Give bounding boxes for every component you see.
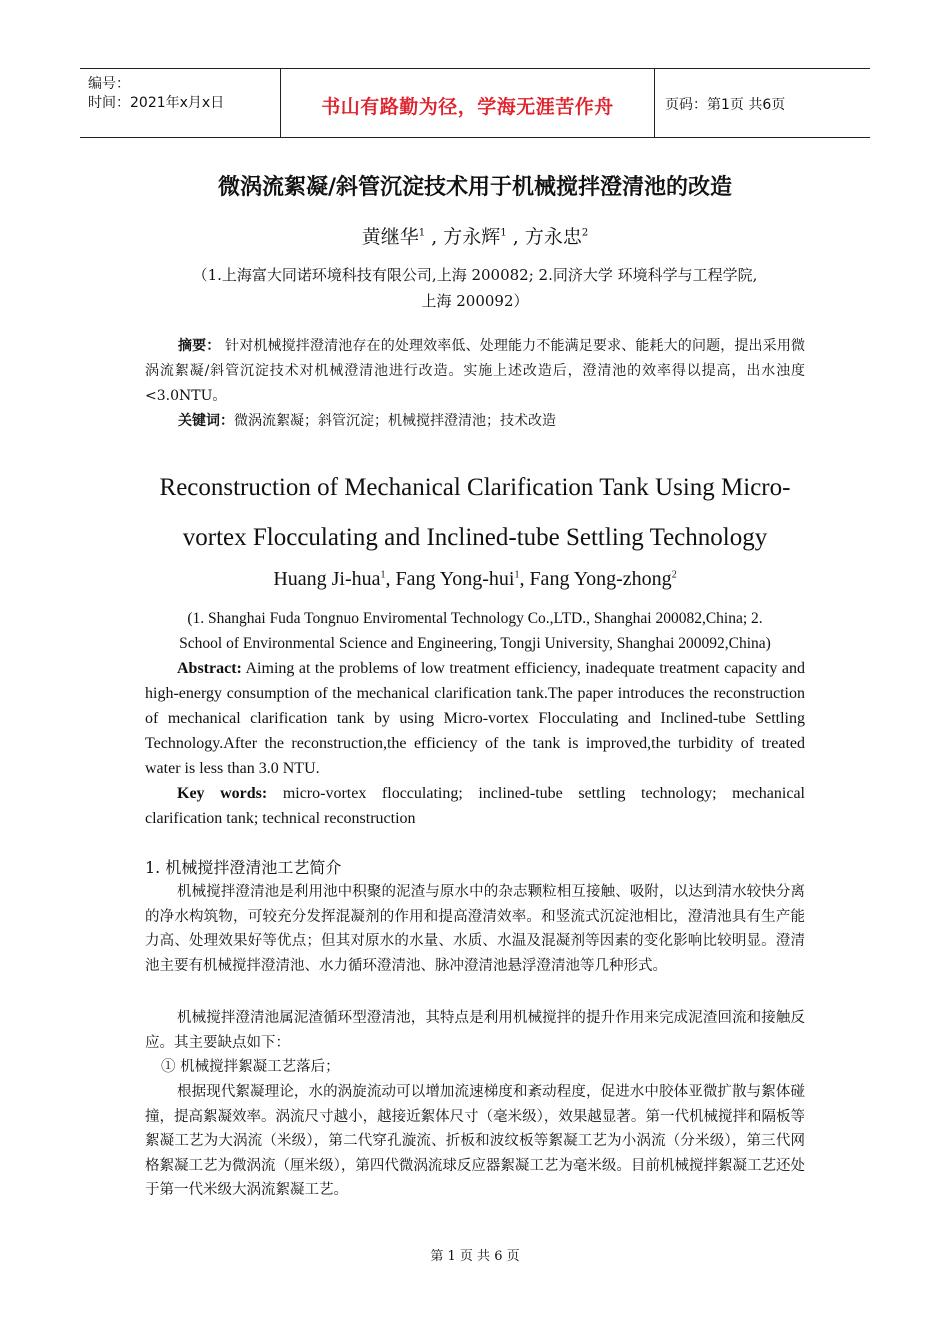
- author-2-sup: 1: [500, 227, 507, 239]
- author-1-cn: 黄继华: [361, 226, 419, 248]
- affiliation-cn-line1: （1.上海富大同诺环境科技有限公司,上海 200082; 2.同济大学 环境科学与工程学院,: [192, 266, 758, 284]
- abstract-cn-text: 针对机械搅拌澄清池存在的处理效率低、处理能力不能满足要求、能耗大的问题，提出采用微涡流絮凝/斜管沉淀技术对机械澄清池进行改造。实施上述改造后，澄清池的效率得以提高，出水浊度<3.0NTU。: [145, 338, 806, 404]
- affiliation-cn-line2: 上海 200092）: [421, 292, 529, 310]
- abstract-en-label: Abstract:: [177, 660, 242, 677]
- author-1-en-sup: 1: [380, 569, 386, 581]
- keywords-cn-label: 关键词：: [178, 413, 234, 429]
- date-label: 时间：2021年x月x日: [88, 95, 225, 111]
- author-3-en-sup: 2: [671, 569, 677, 581]
- number-label: 编号：: [88, 76, 130, 92]
- authors-en: Huang Ji-hua$^1$, Fang Yong-hui$^1$, Fang Yong-zhong$^2$: [273, 568, 677, 590]
- title-en: [0, 463, 950, 563]
- section-1-paragraph-3: 根据现代絮凝理论，水的涡旋流动可以增加流速梯度和紊动程度，促进水中胶体亚微扩散与絮体碰撞，提高絮凝效率。涡流尺寸越小，越接近絮体尺寸（毫米级），效果越显著。第一代机械搅拌和隔板等絮凝工艺为大涡流（米级），第二代穿孔漩流、折板和波纹板等絮凝工艺为小涡流（分米级），第三代网格絮凝工艺为微涡流（厘米级），第四代微涡流球反应器絮凝工艺为毫米级。目前机械搅拌絮凝工艺还处于第一代米级大涡流絮凝工艺。: [145, 1084, 805, 1198]
- author-3-sup: 2: [581, 227, 589, 239]
- affiliation-en-line2: School of Environmental Science and Engineering, Tongji University, Shanghai 200092,China): [179, 635, 771, 652]
- page-footer: 第 1 页 共 6 页: [430, 1249, 520, 1264]
- author-2-en-sup: 1: [514, 569, 520, 581]
- authors-cn: 黄继华$^1$ , 方永辉$^1$ , 方永忠$^2$: [361, 226, 589, 248]
- title-en-line1: Reconstruction of Mechanical Clarification Tank Using Micro-: [159, 474, 791, 501]
- section-1-item-1: ① 机械搅拌絮凝工艺落后；: [161, 1059, 340, 1075]
- header-meta-cell: [80, 69, 281, 137]
- keywords-cn: [145, 409, 838, 434]
- abstract-cn: [145, 334, 805, 409]
- keywords-en: [145, 781, 805, 831]
- title-cn: 微涡流絮凝/斜管沉淀技术用于机械搅拌澄清池的改造: [217, 175, 733, 200]
- abstract-en-text: Aiming at the problems of low treatment efficiency, inadequate treatment capacity and high-energy consumption of the mechanical clarification tank.The paper introduces the reconstruction of mechanical clarification tank by using Micro-vortex Flocculating and Inclined-tube Settling Technology.After the reconstruction,the efficiency of the tank is improved,the turbidity of treated water is less than 3.0 NTU.: [145, 660, 805, 777]
- section-1-paragraph-2: 机械搅拌澄清池属泥渣循环型澄清池，其特点是利用机械搅拌的提升作用来完成泥渣回流和接触反应。其主要缺点如下：: [145, 1010, 805, 1051]
- author-2-cn: 方永辉: [443, 226, 501, 248]
- header-table: [80, 68, 870, 138]
- header-page-info: 页码：第1页 共6页: [665, 97, 786, 113]
- author-1-sup: 1: [418, 227, 426, 239]
- affiliation-cn: [0, 262, 950, 314]
- header-slogan: 书山有路勤为径，学海无涯苦作舟: [281, 69, 655, 137]
- author-1-en: Huang Ji-hua: [273, 568, 381, 590]
- abstract-cn-label: 摘要：: [178, 338, 221, 354]
- affiliation-en: [0, 606, 950, 656]
- abstract-en: [145, 656, 805, 781]
- section-1-heading: 1. 机械搅拌澄清池工艺简介: [145, 858, 342, 877]
- title-en-line2: vortex Flocculating and Inclined-tube Settling Technology: [182, 524, 768, 551]
- author-2-en: Fang Yong-hui: [395, 568, 515, 590]
- author-3-cn: 方永忠: [524, 226, 582, 248]
- keywords-cn-text: 微涡流絮凝；斜管沉淀；机械搅拌澄清池；技术改造: [234, 413, 556, 429]
- keywords-en-label: Key words:: [177, 785, 268, 802]
- affiliation-en-line1: (1. Shanghai Fuda Tongnuo Enviromental Technology Co.,LTD., Shanghai 200082,China; 2.: [187, 610, 763, 627]
- author-3-en: Fang Yong-zhong: [529, 568, 672, 590]
- keywords-en-text: micro-vortex flocculating; inclined-tube settling technology; mechanical clarification tank; technical reconstruction: [145, 785, 805, 827]
- section-1-paragraph-1: 机械搅拌澄清池是利用池中积聚的泥渣与原水中的杂志颗粒相互接触、吸附，以达到清水较快分离的净水构筑物，可较充分发挥混凝剂的作用和提高澄清效率。和竖流式沉淀池相比，澄清池具有生产能力高、处理效果好等优点；但其对原水的水量、水质、水温及混凝剂等因素的变化影响比较明显。澄清池主要有机械搅拌澄清池、水力循环澄清池、脉冲澄清池悬浮澄清池等几种形式。: [145, 884, 805, 974]
